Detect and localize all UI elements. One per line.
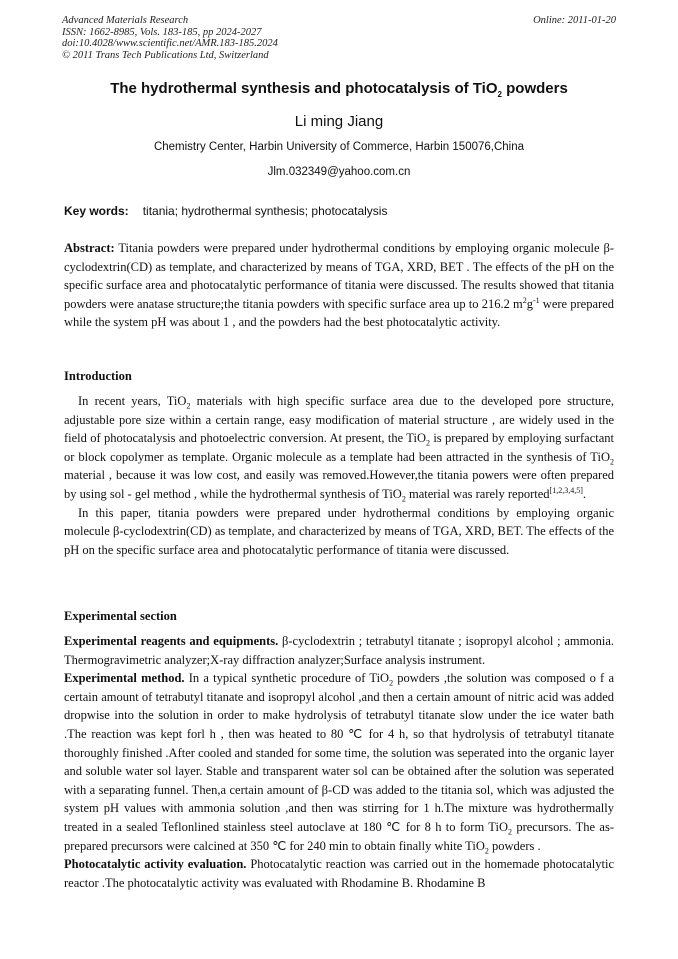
journal-issn: ISSN: 1662-8985, Vols. 183-185, pp 2024-2027 <box>62 26 262 38</box>
paper-title <box>0 80 678 97</box>
intro-sub: 2 <box>186 401 191 411</box>
introduction-paragraph-1 <box>64 392 614 504</box>
author-name: Li ming Jiang <box>294 113 384 130</box>
title-subscript: 2 <box>497 90 502 99</box>
title-text: The hydrothermal synthesis and photocatalysis of TiO <box>110 80 498 97</box>
intro-text: material was rarely reported <box>405 486 550 501</box>
reagents-paragraph <box>64 632 614 669</box>
abstract-sup-2: -1 <box>532 295 540 305</box>
introduction-paragraph-2: In this paper, titania powders were prepared under hydrothermal conditions by employing organic molecule β-cyclodextrin(CD) as template, and characterized by means of TGA, XRD, BET. The effects of the pH on the specific surface area and photocatalytic performance of titania were discussed. <box>64 505 614 557</box>
intro-sub: 2 <box>401 494 406 504</box>
reagents-text: β-cyclodextrin ; tetrabutyl titanate ; isopropyl alcohol ; ammonia. Thermogravimetric analyzer;X-ray diffraction analyzer;Surface analysis instrument. <box>64 634 614 667</box>
journal-header <box>62 15 278 61</box>
method-sub: 2 <box>507 827 512 837</box>
intro-text: is prepared by employing surfactant or block copolymer as template. Organic molecule as a template had been attracted in the synthesis of TiO <box>64 431 614 464</box>
method-text: powders ,the solution was composed o f a certain amount of tetrabutyl titanate and isopropyl alcohol ,and then a certain amount of nitric acid was added dropwise into the solution in order to make hydrolysis of tetrabutyl titanate slow under the ice water bath .The reaction was kept forl h , then was heated to 80 ℃ for 4 h, so that hydrolysis of tetrabutyl titanate thoroughly finished .After cooled and standed for some time, the solution was seperated into the organic layer and soluble water sol layer. Stable and transparent water sol can be obtained after the solution was seperated with a separating funnel. Then,a certain amount of β-CD was added to the titania sol, which was adjusted the system pH values with ammonia solution ,and then was stirring for 1 h.The mixture was hydrothermally treated in a sealed Teflonlined stainless steel autoclave at 180 ℃ for 8 h to form TiO <box>64 671 614 834</box>
intro-text: material , because it was low cost, and easily was removed.However,the titania powers were often prepared by using sol - gel method , while the hydrothermal synthesis of TiO <box>64 468 614 501</box>
intro-text: . <box>582 486 586 501</box>
photocatalytic-label: Photocatalytic activity evaluation. <box>64 857 247 872</box>
introduction-heading: Introduction <box>64 369 132 383</box>
method-text: powders . <box>488 838 541 853</box>
abstract-text-unit: g <box>526 296 533 311</box>
keywords <box>64 204 387 218</box>
photocatalytic-text: Photocatalytic reaction was carried out in the homemade photocatalytic reactor .The photocatalytic activity was evaluated with Rhodamine B. Rhodamine B <box>64 857 614 890</box>
method-sub: 2 <box>484 846 489 856</box>
experimental-heading: Experimental section <box>64 609 177 623</box>
method-paragraph <box>64 669 614 855</box>
journal-name: Advanced Materials Research <box>62 15 189 26</box>
citation-ref: [1,2,3,4,5] <box>549 485 583 495</box>
intro-text: materials with high specific surface area due to the developed pore structure, adjustable pore size within a certain range, easy modification of material structure , are widely used in the field of photocatalysis and photoelectric conversion. At present, the TiO <box>64 394 614 446</box>
abstract-text: Titania powders were prepared under hydrothermal conditions by employing organic molecule β-cyclodextrin(CD) as template, and characterized by means of TGA, XRD, BET . The effects of the pH on the specific surface area and photocatalytic performance of titania were discussed. The results showed that titania powders were anatase structure;the titania powders with specific surface area up to 216.2 m <box>64 241 614 311</box>
abstract-text-end: were prepared while the system pH was about 1 , and the powders had the best photocatalytic activity. <box>64 296 614 330</box>
keywords-text: titania; hydrothermal synthesis; photocatalysis <box>142 204 388 218</box>
introduction-body <box>64 392 614 559</box>
author-affiliation: Chemistry Center, Harbin University of Commerce, Harbin 150076,China <box>153 141 525 153</box>
method-text: In a typical synthetic procedure of TiO <box>184 671 390 686</box>
abstract-label: Abstract: <box>64 241 115 255</box>
method-sub: 2 <box>389 678 394 688</box>
intro-text: In recent years, TiO <box>78 394 187 408</box>
abstract-sup: 2 <box>522 295 527 305</box>
abstract <box>64 239 614 332</box>
online-date: Online: 2011-01-20 <box>533 15 616 26</box>
author-email: Jlm.032349@yahoo.com.cn <box>267 166 411 178</box>
intro-sub: 2 <box>425 438 430 448</box>
reagents-label: Experimental reagents and equipments. <box>64 634 279 648</box>
method-label: Experimental method. <box>64 671 185 686</box>
photocatalytic-paragraph <box>64 855 614 892</box>
journal-copyright: © 2011 Trans Tech Publications Ltd, Switzerland <box>62 49 269 61</box>
journal-doi: doi:10.4028/www.scientific.net/AMR.183-185.2024 <box>62 38 278 49</box>
keywords-label: Key words: <box>64 204 129 218</box>
title-text-end: powders <box>501 80 568 97</box>
method-text: precursors. The as-prepared precursors were calcined at 350 ℃ for 240 min to obtain finally white TiO <box>64 819 614 853</box>
experimental-body <box>64 632 614 892</box>
intro-sub: 2 <box>610 457 614 467</box>
